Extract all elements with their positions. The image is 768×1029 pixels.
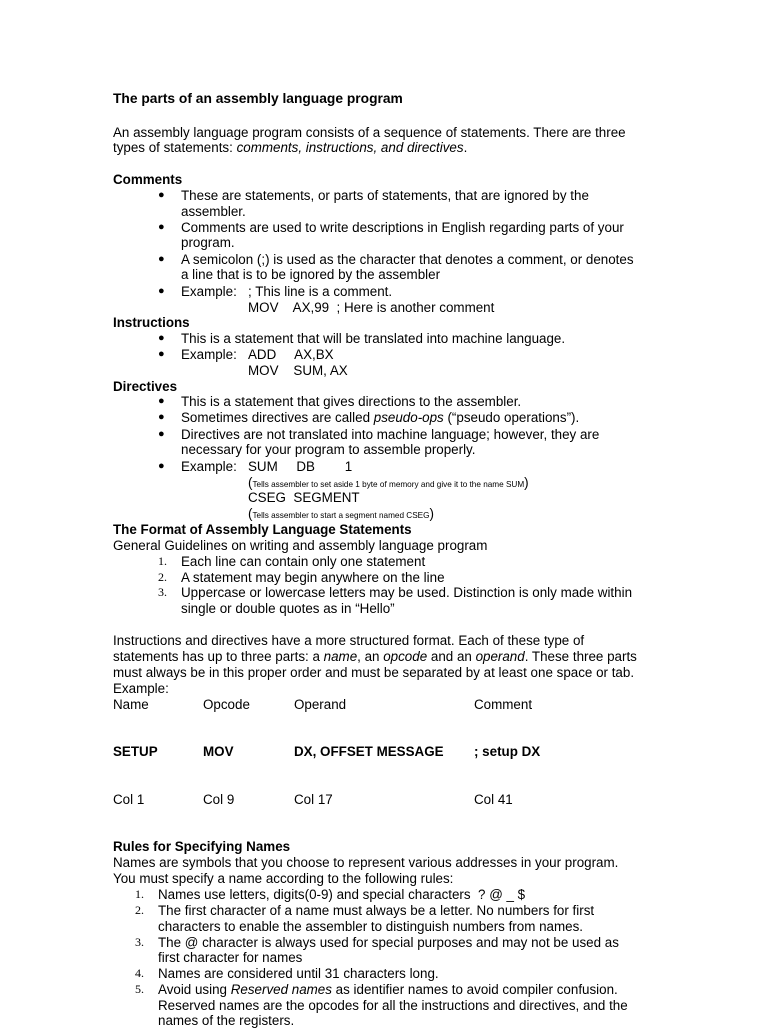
table-example-name: SETUP (113, 744, 158, 759)
directives-bullet-2-end: (“pseudo operations”). (443, 410, 580, 425)
format-subheading: General Guidelines on writing and assembly language program (113, 538, 488, 553)
comments-bullet-1-cont: assembler. (181, 204, 246, 219)
intro-text: types of statements: (113, 140, 237, 155)
format-item-1: Each line can contain only one statement (181, 554, 426, 569)
structured-line-4: Example: (113, 681, 169, 696)
instructions-example-line-2: MOV SUM, AX (248, 363, 348, 378)
comments-bullet-1: These are statements, or parts of statements, that are ignored by the (181, 188, 589, 203)
bullet-icon: ● (158, 428, 165, 440)
names-rule-5-cont: Reserved names are the opcodes for all the instructions and directives, and the (158, 998, 628, 1013)
structured-text-a: statements has up to three parts: a (113, 649, 324, 664)
intro-line-1: An assembly language program consists of a sequence of statements. There are three (113, 125, 626, 140)
list-number: 1. (158, 554, 167, 568)
structured-opcode: opcode (383, 649, 428, 664)
format-heading: The Format of Assembly Language Statements (113, 522, 412, 537)
comments-bullet-2: Comments are used to write descriptions in English regarding parts of your (181, 220, 624, 235)
comments-example-line-2: MOV AX,99 ; Here is another comment (248, 300, 495, 315)
structured-line-3: must always be in this proper order and must be separated by at least one space or tab. (113, 665, 635, 680)
intro-period: . (463, 140, 468, 155)
table-header-operand: Operand (294, 697, 347, 712)
page-title: The parts of an assembly language program (113, 91, 403, 106)
names-rule-1: Names use letters, digits(0-9) and special characters ? @ _ $ (158, 887, 526, 902)
instructions-example-label: Example: (181, 347, 237, 362)
bullet-icon: ● (158, 221, 165, 233)
table-col-17: Col 17 (294, 792, 333, 807)
intro-line-2 (113, 140, 467, 156)
names-rule-5-end: as identifier names to avoid compiler confusion. (331, 982, 618, 997)
comments-example-label: Example: (181, 284, 237, 299)
instructions-heading: Instructions (113, 315, 190, 330)
list-number: 2. (135, 903, 144, 917)
bullet-icon: ● (158, 285, 165, 297)
instructions-example-line-1: ADD AX,BX (248, 347, 334, 362)
table-header-opcode: Opcode (203, 697, 250, 712)
bullet-icon: ● (158, 348, 165, 360)
comments-example-line-1: ; This line is a comment. (248, 284, 393, 299)
directives-example-label: Example: (181, 459, 237, 474)
list-number: 3. (135, 935, 144, 949)
directives-note-2: (Tells assembler to start a segment named CSEG) (248, 506, 434, 521)
comments-bullet-3-cont: a line that is to be ignored by the assembler (181, 267, 441, 282)
directives-pseudo-ops: pseudo-ops (373, 410, 444, 425)
names-rule-4: Names are considered until 31 characters long. (158, 966, 439, 981)
structured-text-b: , an (357, 649, 384, 664)
directives-example-line-1: SUM DB 1 (248, 459, 353, 474)
list-number: 4. (135, 966, 144, 980)
bullet-icon: ● (158, 253, 165, 265)
table-col-41: Col 41 (474, 792, 513, 807)
table-col-9: Col 9 (203, 792, 235, 807)
format-item-3: Uppercase or lowercase letters may be used. Distinction is only made within (181, 585, 633, 600)
table-header-name: Name (113, 697, 149, 712)
names-line-2: You must specify a name according to the following rules: (113, 871, 454, 886)
intro-italic: comments, instructions, and directives (236, 140, 464, 155)
names-rule-2: The first character of a name must always be a letter. No numbers for first (158, 903, 595, 918)
names-rule-3: The @ character is always used for special purposes and may not be used as (158, 935, 619, 950)
names-rule-5-cont-2: names of the registers. (158, 1013, 295, 1028)
structured-line-2 (113, 649, 637, 665)
directives-bullet-3-cont: necessary for your program to assemble properly. (181, 442, 476, 457)
structured-line-1: Instructions and directives have a more structured format. Each of these type of (113, 633, 585, 648)
directives-note-1-text: Tells assembler to set aside 1 byte of memory and give it to the name SUM (252, 480, 525, 489)
table-col-1: Col 1 (113, 792, 145, 807)
bullet-icon: ● (158, 189, 165, 201)
structured-name: name (323, 649, 358, 664)
bullet-icon: ● (158, 332, 165, 344)
bullet-icon: ● (158, 395, 165, 407)
names-heading: Rules for Specifying Names (113, 839, 291, 854)
names-reserved-names: Reserved names (230, 982, 332, 997)
names-rule-2-cont: characters to enable the assembler to distinguish numbers from names. (158, 919, 583, 934)
names-rule-3-cont: first character for names (158, 950, 303, 965)
format-item-3-cont: single or double quotes as in “Hello” (181, 601, 395, 616)
directives-example-line-3: CSEG SEGMENT (248, 490, 360, 505)
list-number: 1. (135, 887, 144, 901)
format-item-2: A statement may begin anywhere on the line (181, 570, 445, 585)
directives-bullet-2-text: Sometimes directives are called (181, 410, 374, 425)
table-example-operand: DX, OFFSET MESSAGE (294, 744, 444, 759)
table-example-comment: ; setup DX (474, 744, 541, 759)
instructions-bullet-1: This is a statement that will be translated into machine language. (181, 331, 566, 346)
bullet-icon: ● (158, 411, 165, 423)
table-header-comment: Comment (474, 697, 533, 712)
directives-note-1: (Tells assembler to set aside 1 byte of memory and give it to the name SUM) (248, 475, 529, 490)
directives-bullet-2 (181, 410, 579, 426)
directives-bullet-1: This is a statement that gives directions to the assembler. (181, 394, 522, 409)
names-rule-5-text: Avoid using (158, 982, 231, 997)
directives-heading: Directives (113, 379, 178, 394)
table-example-opcode: MOV (203, 744, 234, 759)
comments-bullet-2-cont: program. (181, 235, 235, 250)
comments-heading: Comments (113, 172, 183, 187)
list-number: 2. (158, 570, 167, 584)
names-rule-5 (158, 982, 618, 998)
bullet-icon: ● (158, 460, 165, 472)
list-number: 5. (135, 982, 144, 996)
names-line-1: Names are symbols that you choose to represent various addresses in your program. (113, 855, 619, 870)
structured-text-c: and an (427, 649, 476, 664)
directives-bullet-3: Directives are not translated into machine language; however, they are (181, 427, 600, 442)
structured-operand: operand (475, 649, 525, 664)
directives-note-2-text: Tells assembler to start a segment named CSEG (252, 511, 430, 520)
structured-text-d: . These three parts (524, 649, 637, 664)
comments-bullet-3: A semicolon (;) is used as the character that denotes a comment, or denotes (181, 252, 634, 267)
list-number: 3. (158, 585, 167, 599)
